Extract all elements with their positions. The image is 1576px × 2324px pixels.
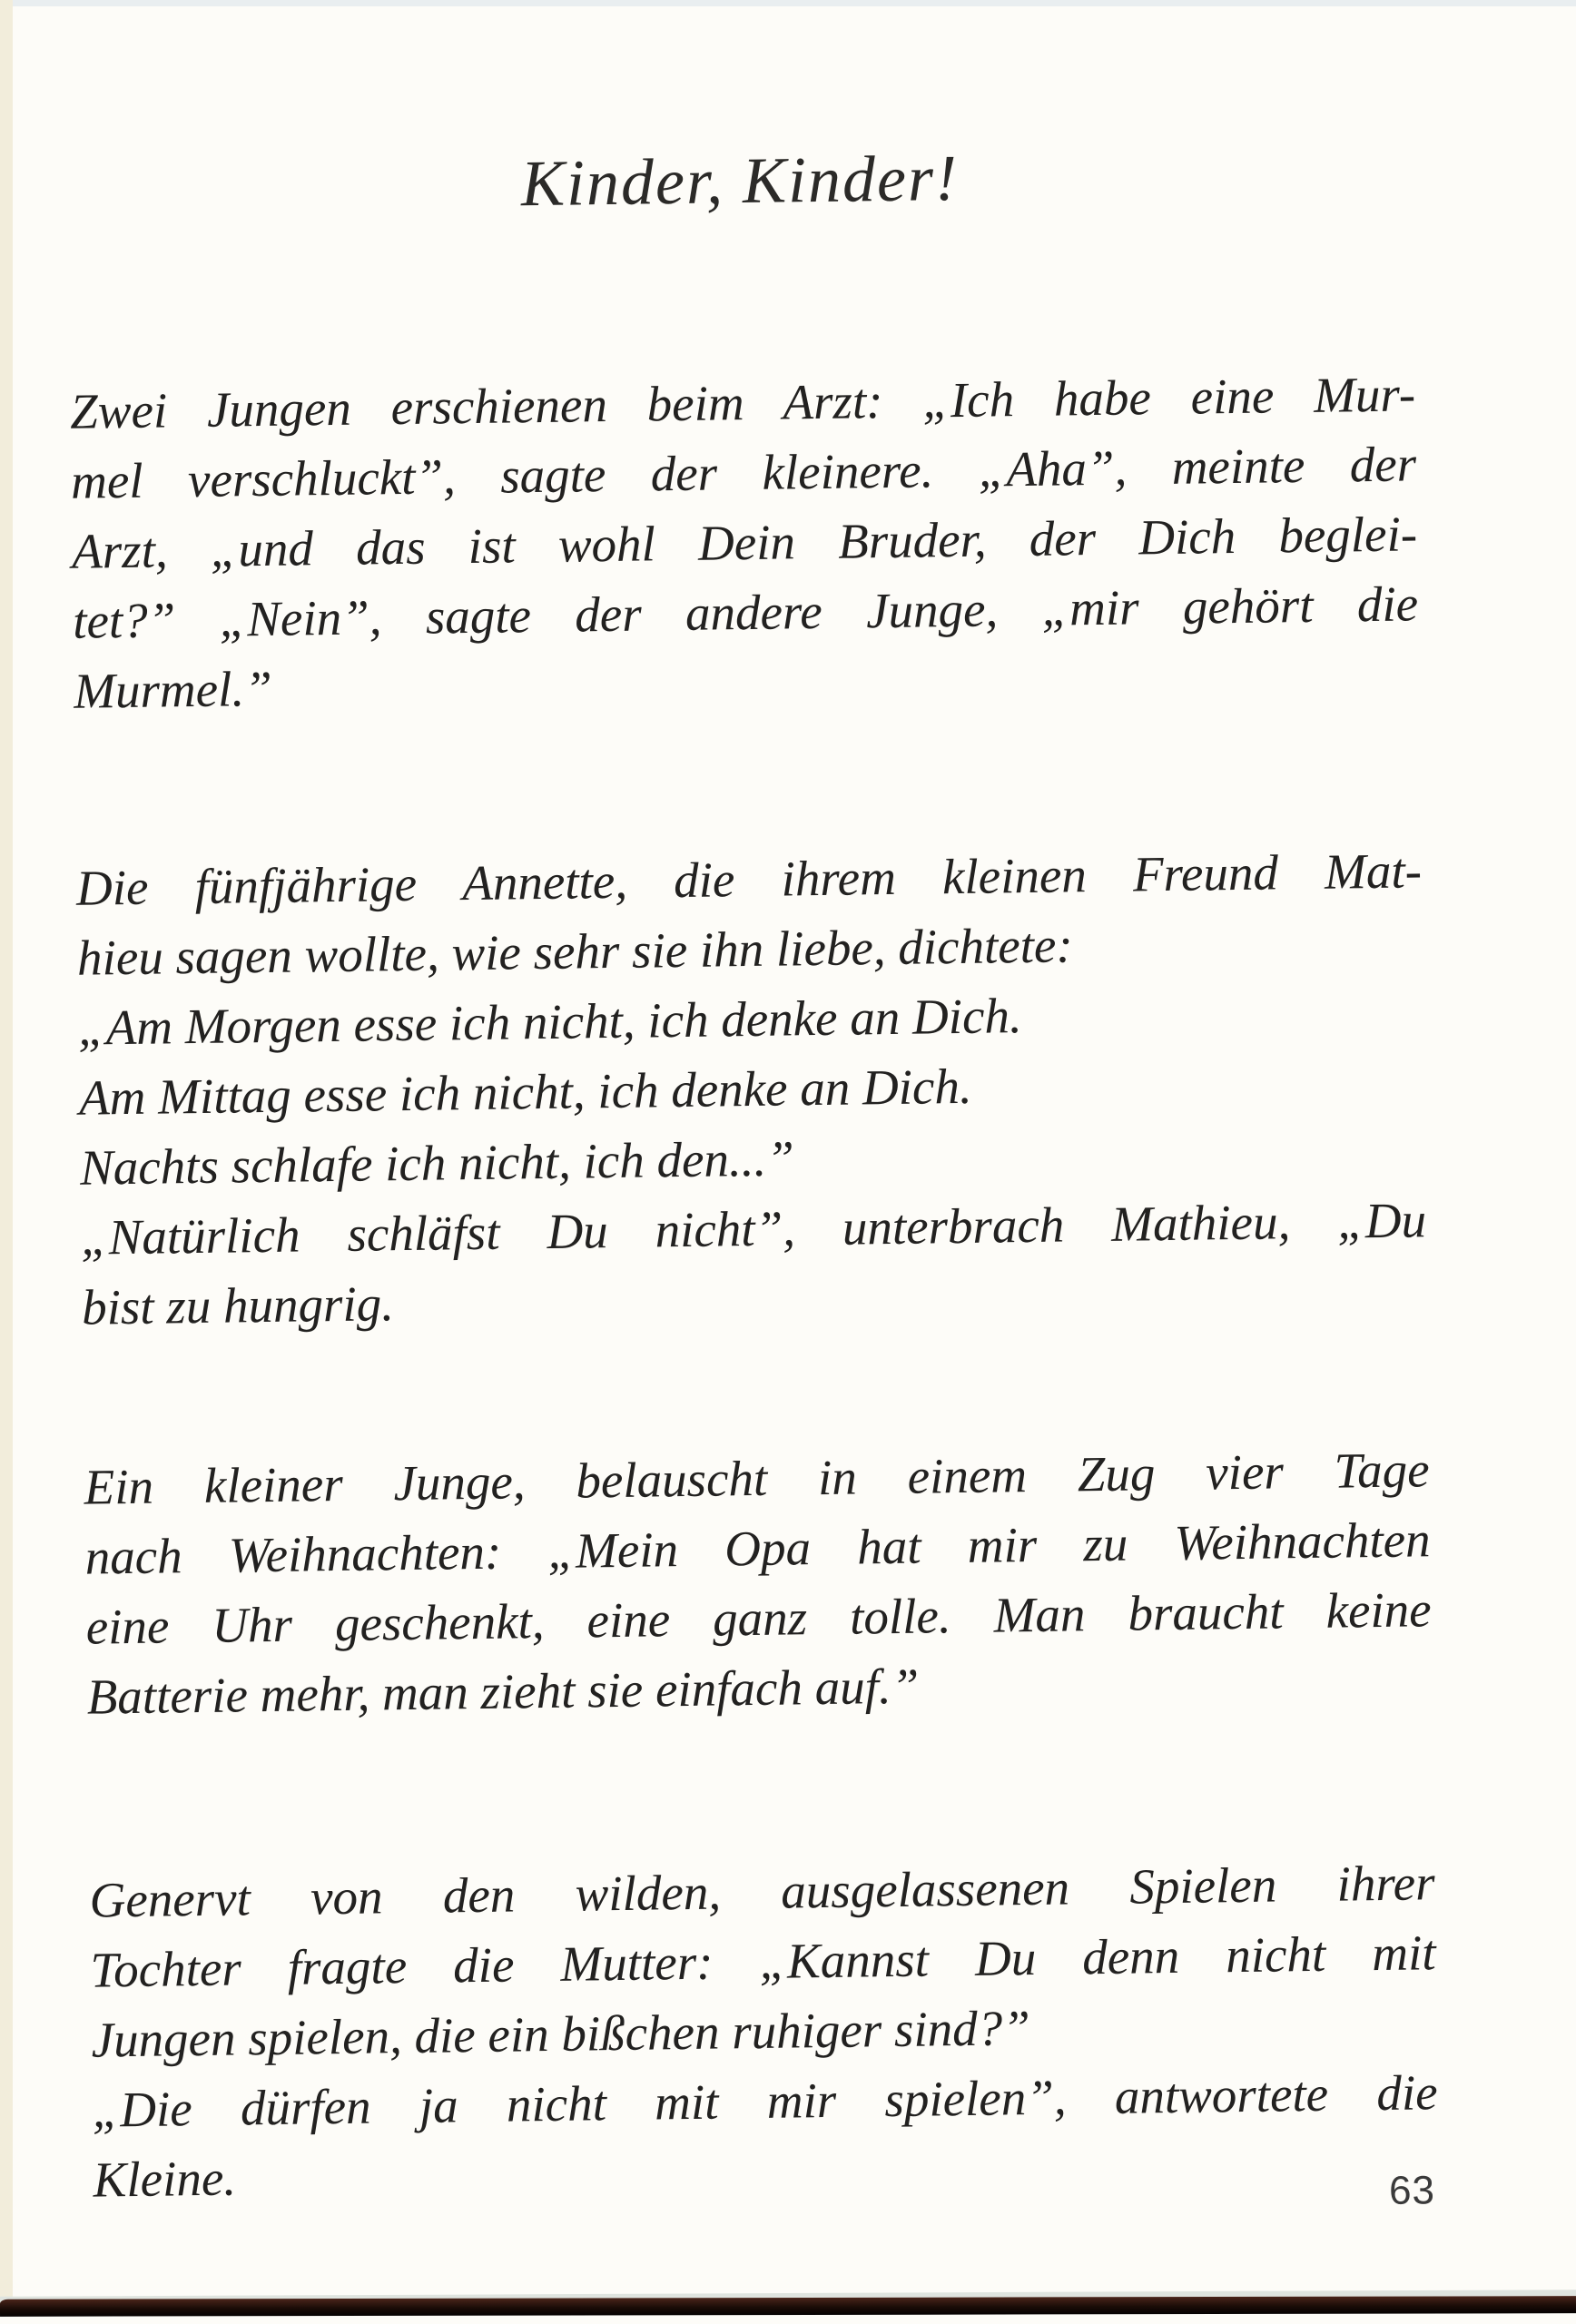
text-line: Am Mittag esse ich nicht, ich denke an Dich. <box>78 1058 972 1126</box>
text-line: Ein kleiner Junge, belauscht in einem Zug vier Tage <box>84 1442 1430 1515</box>
text-line: Murmel.” <box>73 660 273 719</box>
text-line: Arzt, „und das ist wohl Dein Bruder, der Dich beglei- <box>71 506 1418 579</box>
joke-paragraph-3 <box>84 1434 1433 1731</box>
text-line: „Die dürfen ja nicht mit mir spielen”, antwortete die <box>92 2064 1438 2138</box>
text-line: Jungen spielen, die ein bißchen ruhiger sind?” <box>91 2000 1031 2068</box>
text-line: Die fünfjährige Annette, die ihrem kleinen Freund Mat- <box>75 842 1423 916</box>
text-line: bist zu hungrig. <box>81 1275 395 1335</box>
text-line: eine Uhr geschenkt, eine ganz tolle. Man braucht keine <box>85 1581 1432 1655</box>
text-line: „Am Morgen esse ich nicht, ich denke an Dich. <box>77 988 1023 1056</box>
text-line: mel verschluckt”, sagte der kleinere. „Aha”, meinte der <box>70 436 1417 509</box>
joke-paragraph-2 <box>76 835 1428 1342</box>
text-line: Genervt von den wilden, ausgelassenen Spielen ihrer <box>89 1855 1435 1928</box>
text-line: Nachts schlafe ich nicht, ich den...” <box>79 1130 795 1196</box>
page-content <box>64 0 1440 2324</box>
text-line: hieu sagen wollte, wie sehr sie ihn liebe, dichtete: <box>76 917 1074 986</box>
text-line: „Natürlich schläfst Du nicht”, unterbrach Mathieu, „Du <box>80 1192 1427 1265</box>
text-line: Batterie mehr, man zieht sie einfach auf.” <box>86 1658 920 1725</box>
text-line: nach Weihnachten: „Mein Opa hat mir zu Weihnachten <box>84 1512 1431 1585</box>
text-line: Tochter fragte die Mutter: „Kannst Du denn nicht mit <box>90 1925 1436 1998</box>
scan-bottom-edge <box>0 2296 1576 2317</box>
page-number: 63 <box>1388 2168 1436 2213</box>
joke-paragraph-1 <box>70 359 1420 725</box>
text-line: Zwei Jungen erschienen beim Arzt: „Ich habe eine Mur- <box>69 366 1416 439</box>
joke-paragraph-4 <box>89 1847 1439 2214</box>
page-title: Kinder, Kinder! <box>520 141 960 221</box>
text-line: Kleine. <box>93 2150 237 2208</box>
text-line: tet?” „Nein”, sagte der andere Junge, „mir gehört die <box>72 576 1419 649</box>
scan-left-edge <box>0 0 13 2315</box>
